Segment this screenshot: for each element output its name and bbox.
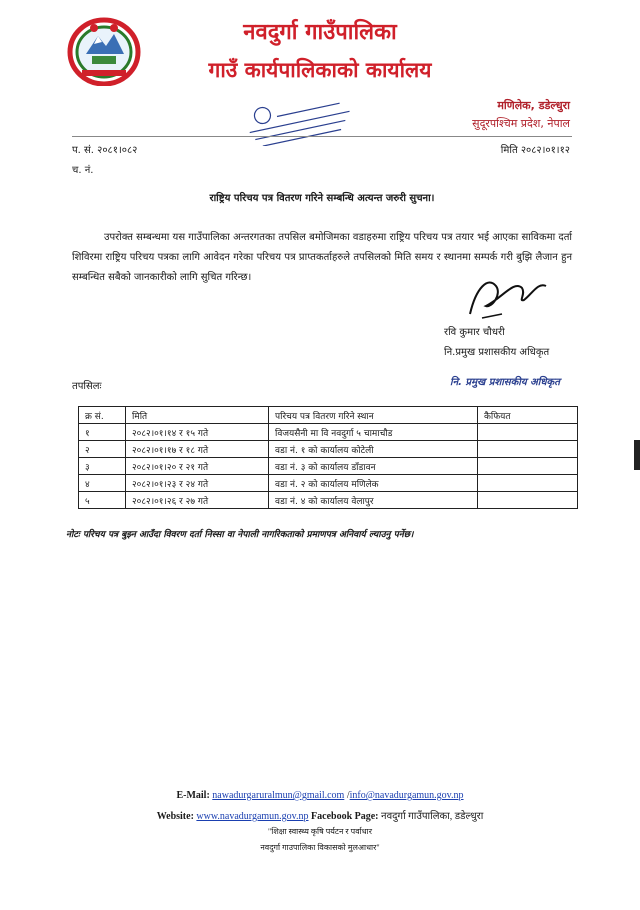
handwritten-signature: [462, 268, 552, 324]
header-location: परिचय पत्र वितरण गरिने स्थान: [269, 407, 478, 424]
email-separator: /: [344, 790, 350, 801]
government-emblem-icon: [64, 14, 144, 86]
slogan-line-2: नवदुर्गा गाउपालिका विकासको मुलआधार": [260, 843, 380, 852]
signatory-name: रवि कुमार चौधरी: [444, 327, 505, 338]
table-row: [79, 441, 578, 458]
table-row: [79, 492, 578, 509]
cell-date: २०८२।०१।२० र २१ गते: [126, 458, 269, 475]
note-text: नोटः परिचय पत्र बुझ्न आउँदा विवरण दर्ता निस्सा वा नेपाली नागरिकताको प्रमाणपत्र अनिवार्य ल्याउनु पर्नेछ।: [66, 530, 414, 540]
table-header-row: [79, 407, 578, 424]
cell-date: २०८२।०१।१४ र १५ गते: [126, 424, 269, 441]
cell-date: २०८२।०१।२६ र २७ गते: [126, 492, 269, 509]
address-line-2: सुदूरपश्चिम प्रदेश, नेपाल: [472, 117, 570, 130]
cell-remarks: [478, 441, 578, 458]
website-link[interactable]: www.navadurgamun.gov.np: [196, 811, 309, 822]
email-link-info[interactable]: info@navadurgamun.gov.np: [349, 790, 464, 801]
cell-remarks: [478, 492, 578, 509]
letter-date: मिति २०८२।०१।१२: [500, 145, 570, 156]
cell-remarks: [478, 475, 578, 492]
designation-stamp: नि. प्रमुख प्रशासकीय अधिकृत: [450, 377, 560, 388]
cell-remarks: [478, 458, 578, 475]
dispatch-number: च. नं.: [72, 165, 94, 176]
cell-serial: १: [79, 424, 126, 441]
municipality-name: नवदुर्गा गाउँपालिका: [243, 20, 397, 45]
address-line-1: मणिलेक, डडेल्धुरा: [497, 99, 570, 112]
email-link-primary[interactable]: nawadurgaruralmun@gmail.com: [212, 790, 345, 801]
header-date: मिति: [126, 407, 269, 424]
signatory-title: नि.प्रमुख प्रशासकीय अधिकृत: [444, 347, 550, 358]
header-serial: क्र सं.: [79, 407, 126, 424]
cell-location: वडा नं. ३ को कार्यालय डाँडावन: [269, 458, 478, 475]
subject-line: राष्ट्रिय परिचय पत्र वितरण गरिने सम्बन्धि अत्यन्त जरुरी सुचना।: [209, 193, 435, 204]
cell-date: २०८२।०१।२३ र २४ गते: [126, 475, 269, 492]
facebook-page-name: नवदुर्गा गाउँपालिका, डडेल्धुरा: [381, 811, 484, 822]
footer-web-line: [0, 808, 640, 822]
facebook-label: Facebook Page:: [311, 811, 379, 822]
cell-location: वडा नं. ४ को कार्यालय वेलापुर: [269, 492, 478, 509]
distribution-schedule-table: [78, 406, 578, 509]
scan-edge-mark: [634, 440, 640, 470]
notice-body: उपरोक्त सम्बन्धमा यस गाउँपालिका अन्तरगतका तपसिल बमोजिमका वडाहरुमा राष्ट्रिय परिचय पत्र तयार भई आएका साविकमा दर्ता शिविरमा राष्ट्रिय परिचय पत्रका लागि आवेदन गरेका परिचय पत्र प्राप्तकर्ताहरुले तपसिलको मिति समय र स्थानमा सम्पर्क गरी बुझि लैजान हुन सम्बन्धित सबैको जानकारीको लागि सुचित गरिन्छ।: [72, 232, 572, 283]
cell-date: २०८२।०१।१७ र १८ गते: [126, 441, 269, 458]
schedule-label: तपसिलः: [72, 381, 102, 392]
cell-location: वडा नं. २ को कार्यालय मणिलेक: [269, 475, 478, 492]
website-label: Website:: [156, 811, 194, 822]
slogan-line-1: "शिक्षा स्वास्थ्य कृषि पर्यटन र पर्वाधार: [268, 827, 372, 836]
cell-serial: ४: [79, 475, 126, 492]
cell-serial: २: [79, 441, 126, 458]
office-seal-stamp: [238, 92, 360, 146]
email-label: E-Mail:: [176, 790, 210, 801]
table-row: [79, 458, 578, 475]
table-row: [79, 475, 578, 492]
cell-location: वडा नं. १ को कार्यालय कोटेली: [269, 441, 478, 458]
header-divider: [72, 136, 572, 137]
reference-number: प. सं. २०८१।०८२: [72, 145, 138, 156]
table-row: [79, 424, 578, 441]
cell-location: विजयसैनी मा वि नवदुर्गा ५ चामाचौड: [269, 424, 478, 441]
cell-serial: ३: [79, 458, 126, 475]
cell-remarks: [478, 424, 578, 441]
cell-serial: ५: [79, 492, 126, 509]
footer-email-line: [0, 790, 640, 801]
office-name: गाउँ कार्यपालिकाको कार्यालय: [208, 58, 432, 82]
header-remarks: कैफियत: [478, 407, 578, 424]
